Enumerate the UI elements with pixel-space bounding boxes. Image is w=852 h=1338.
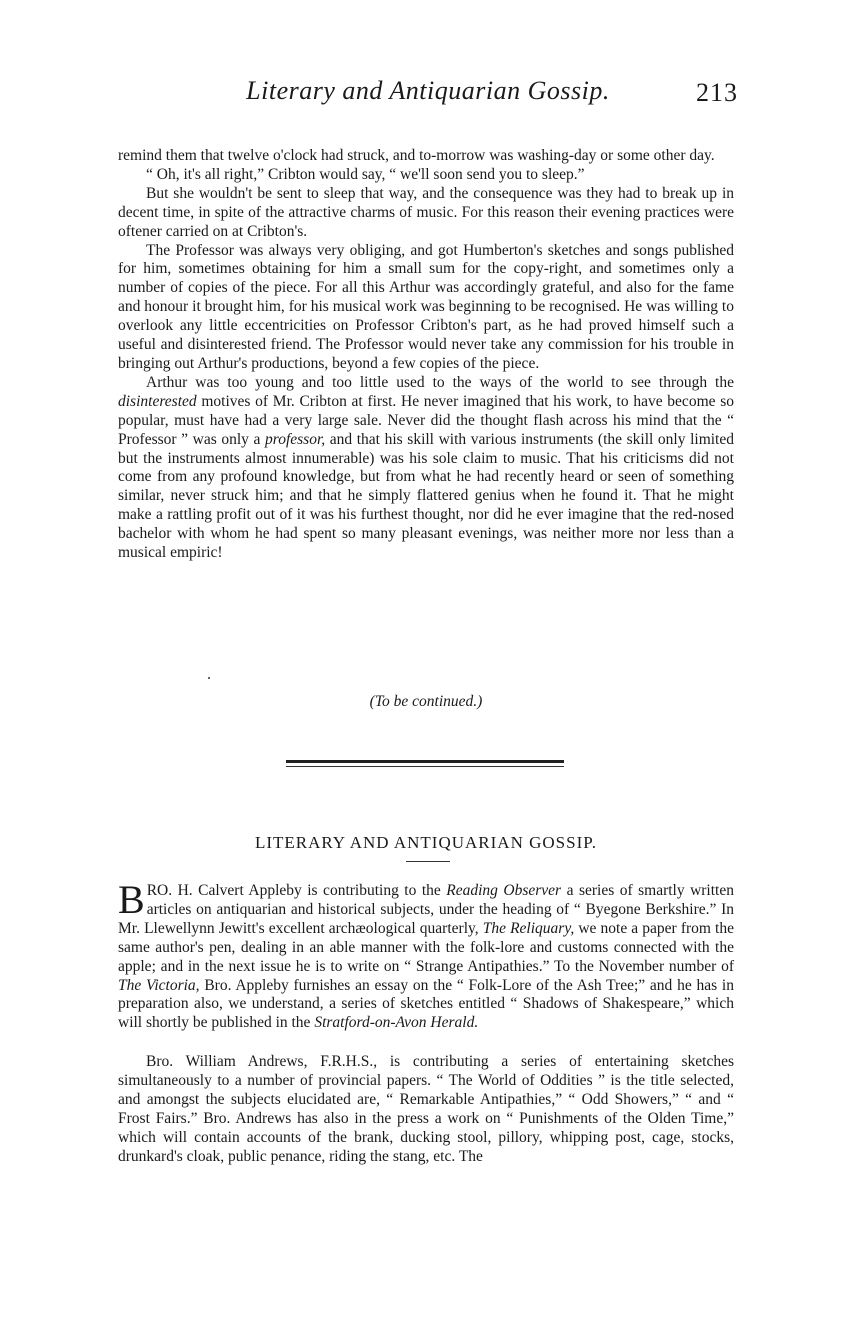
story-italic: professor, <box>265 430 326 448</box>
gossip-text: a series of smartly written articles on antiquarian and historical subjects, under the heading of “ Byegone Berkshire.” In Mr. Llewellynn Jewitt's excellent archæological quarterly, <box>118 882 734 937</box>
gossip-italic: The Reliquary, <box>482 919 575 937</box>
running-title: Literary and Antiquarian Gossip. <box>246 76 610 105</box>
stray-mark <box>208 677 210 679</box>
gossip-text: we note a paper from the same author's pen, dealing in an able manner with the folk-lore and customs connected with the apple; and in the next issue he is to write on “ Strange Antipathies.” To the November number of <box>118 919 734 975</box>
drop-cap: B <box>118 877 145 922</box>
divider-thick-line <box>286 760 564 763</box>
story-italic: disinterested <box>118 392 197 410</box>
gossip-body <box>118 877 734 1167</box>
gossip-text: Bro. Appleby furnishes an essay on the “ Folk-Lore of the Ash Tree;” and he has in preparation also, we understand, a series of sketches entitled “ Shadows of Shakespeare,” which will shortly be published in the <box>118 976 734 1032</box>
story-continuation <box>118 147 734 563</box>
gossip-italic: Reading Observer <box>446 882 562 899</box>
to-be-continued: (To be continued.) <box>369 693 483 710</box>
story-paragraph: remind them that twelve o'clock had struck, and to-morrow was washing-day or some other day. <box>118 147 715 164</box>
story-text: motives of Mr. Cribton at first. He never imagined that his work, to have become so popular, must have had a very large sale. Never did the thought flash across his mind that the “ Professor ” was only a <box>118 392 734 448</box>
story-paragraph: “ Oh, it's all right,” Cribton would say, “ we'll soon send you to sleep.” <box>146 165 585 183</box>
story-paragraph: But she wouldn't be sent to sleep that way, and the consequence was they had to break up in decent time, in spite of the attractive charms of music. For this reason their evening practices were oftener carried on at Cribton's. <box>118 184 734 240</box>
story-text: and that his skill with various instruments (the skill only limited but the instruments almost innumerable) was his sole claim to music. That his criticisms did not come from any profound knowledge, but from what he had recently heard or seen of something similar, never struck him; and that he simply flattered genius when he found it. That he might make a rattling profit out of it was his furthest thought, nor did he ever imagine that the red-nosed bachelor with whom he had spent so many pleasant evenings, was neither more nor less than a musical empiric! <box>118 430 734 562</box>
story-paragraph <box>118 374 734 563</box>
gossip-paragraph <box>118 877 734 1033</box>
running-head <box>118 76 738 116</box>
page-number: 213 <box>696 78 738 107</box>
gossip-italic: Stratford-on-Avon Herald. <box>314 1014 479 1032</box>
gossip-italic: The Victoria, <box>118 976 200 994</box>
divider-thin-line <box>286 766 564 767</box>
story-paragraph: The Professor was always very obliging, and got Humberton's sketches and songs published for him, sometimes obtaining for him a small sum for the copy-right, and sometimes only a number of copies of the piece. For all this Arthur was accordingly grateful, and also for the fame and honour it brought him, for his musical work was beginning to be recognised. He was willing to overlook any little eccentricities on Professor Cribton's part, as he had proved himself such a useful and disinterested friend. The Professor would never take any commission for his trouble in bringing out Arthur's productions, beyond a few copies of the piece. <box>118 241 734 372</box>
gossip-text: RO. H. Calvert Appleby is contributing to the <box>146 882 447 899</box>
section-divider <box>286 760 564 767</box>
section-title: LITERARY AND ANTIQUARIAN GOSSIP. <box>254 833 598 852</box>
title-underline <box>406 861 450 862</box>
story-text: Arthur was too young and too little used to the ways of the world to see through the <box>146 373 734 391</box>
gossip-paragraph: Bro. William Andrews, F.R.H.S., is contributing a series of entertaining sketches simultaneously to a number of provincial papers. “ The World of Oddities ” is the title selected, and amongst the subjects elucidated are, “ Remarkable Antipathies,” “ Odd Showers,” “ and “ Frost Fairs.” Bro. Andrews has also in the press a work on “ Punishments of the Olden Time,” which will contain accounts of the brank, ducking stool, pillory, whipping post, cage, stocks, drunkard's cloak, public penance, riding the stang, etc. The <box>118 1053 734 1165</box>
